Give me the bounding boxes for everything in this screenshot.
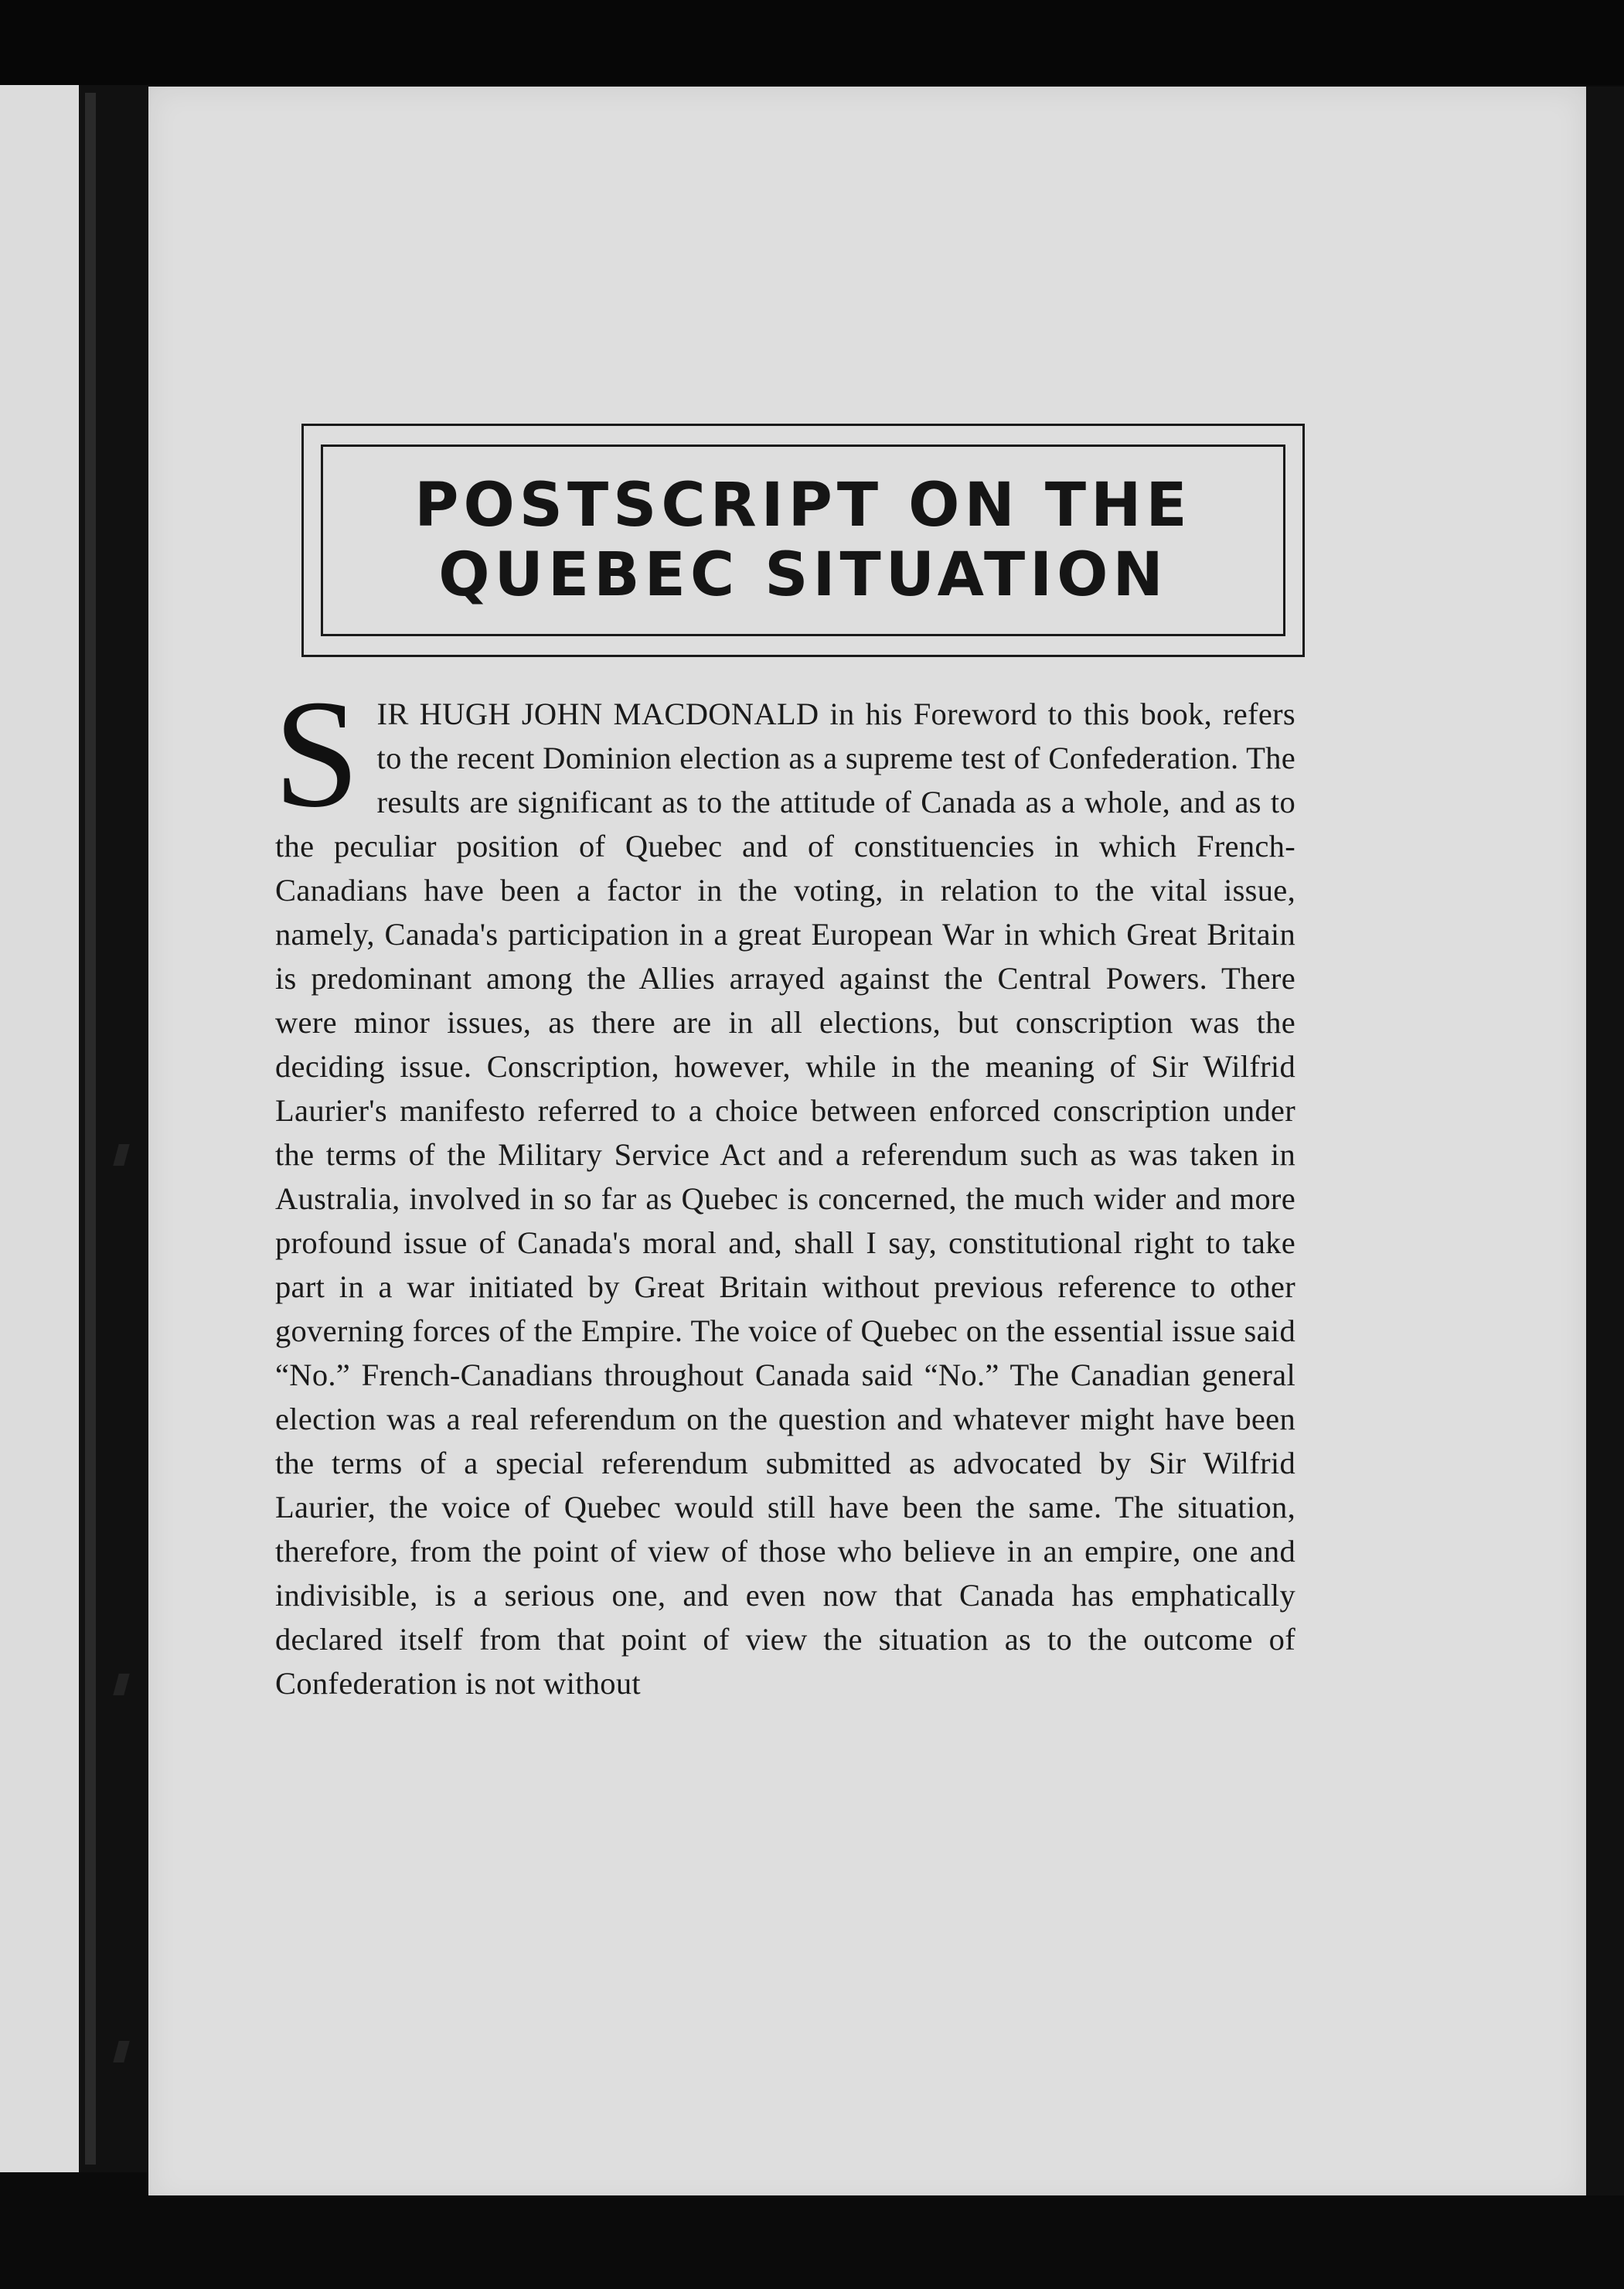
scan-top-border [0, 0, 1624, 85]
title-line-2: QUEBEC SITUATION [438, 540, 1168, 610]
scan-bottom-border [0, 2195, 1624, 2289]
title-box-inner [321, 445, 1285, 636]
title-line-1: POSTSCRIPT ON THE [414, 471, 1192, 540]
drop-cap: S [274, 669, 360, 840]
spine-shadow [85, 93, 96, 2165]
body-paragraph: IR HUGH JOHN MACDONALD in his Foreword to this book, refers to the recent Dominion election as a supreme test of Confederation. The results are significant as to the attitude of Canada as a whole, and as to the peculiar position of Quebec and of constituencies in which French-Canadians have been a factor in the voting, in relation to the vital issue, namely, Canada's participation in a great European War in which Great Britain is predominant among the Allies arrayed against the Central Powers. There were minor issues, as there are in all elections, but conscription was the deciding issue. Conscription, however, while in the meaning of Sir Wilfrid Laurier's manifesto referred to a choice between enforced conscription under the terms of the Military Service Act and a referendum such as was taken in Australia, involved in so far as Quebec is concerned, the much wider and more profound issue of Canada's moral and, shall I say, constitutional right to take part in a war initiated by Great Britain without previous reference to other governing forces of the Empire. The voice of Quebec on the essential issue said “No.” French-Canadians throughout Canada said “No.” The Canadian general election was a real referendum on the question and whatever might have been the terms of a special referendum submitted as advocated by Sir Wilfrid Laurier, the voice of Quebec would still have been the same. The situation, therefore, from the point of view of those who believe in an empire, one and indivisible, is a serious one, and even now that Canada has emphatically declared itself from that point of view the situation as to the outcome of Confederation is not without [275, 697, 1295, 1701]
page-right-edge [1586, 87, 1624, 2289]
body-text [274, 669, 1295, 1705]
title-box [301, 424, 1305, 657]
facing-page-edge [0, 85, 85, 2172]
